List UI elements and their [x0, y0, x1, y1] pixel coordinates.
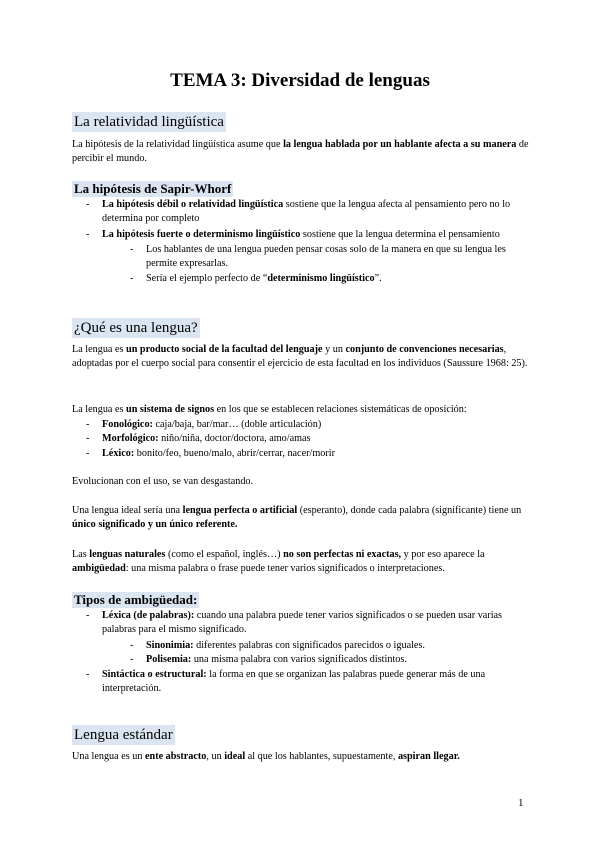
subheading-sapir-whorf: La hipótesis de Sapir-Whorf — [74, 181, 232, 196]
page-number: 1 — [518, 797, 524, 809]
list-item-hipotesis-fuerte — [86, 228, 534, 242]
text-run: sostiene que la lengua determina el pensamiento — [300, 229, 500, 240]
sublist-item-hablantes — [130, 243, 536, 271]
bold-run: Fonológico: — [102, 419, 153, 430]
paragraph-lengua-estandar — [72, 750, 532, 764]
paragraph-evolucion: Evolucionan con el uso, se van desgastando. — [72, 476, 254, 487]
bold-run: la lengua hablada por un hablante afecta a su manera — [283, 139, 517, 150]
text-run: : una misma palabra o frase puede tener varios significados o interpretaciones. — [125, 563, 445, 574]
paragraph-sistema-signos — [72, 403, 532, 417]
bold-run: ente abstracto — [145, 751, 207, 762]
subheading-tipos-ambiguedad: Tipos de ambigüedad: — [74, 592, 198, 607]
list-dash: - — [86, 610, 90, 621]
list-item-ambiguedad-sintactica — [86, 668, 534, 696]
section-heading-que-es-lengua: ¿Qué es una lengua? — [74, 320, 198, 336]
text-run: Una lengua es un — [72, 751, 145, 762]
text-run: La hipótesis de la relatividad lingüística asume que — [72, 139, 284, 150]
document-title: TEMA 3: Diversidad de lenguas — [170, 70, 430, 91]
bold-run: lengua perfecta o artificial — [182, 505, 298, 516]
paragraph-lengua-ideal — [72, 504, 532, 532]
text-run: la forma en que se organizan las palabras puede generar más de una interpretación. — [102, 669, 486, 694]
paragraph-definicion-saussure — [72, 343, 532, 371]
list-dash: - — [130, 244, 134, 255]
list-item-morfologico — [86, 432, 534, 446]
list-dash: - — [130, 273, 134, 284]
list-dash: - — [86, 448, 90, 459]
bold-run: Léxico: — [102, 448, 135, 459]
text-run: de percibir el mundo. — [72, 139, 529, 164]
text-run: , adoptadas por el cuerpo social para consentir el ejercicio de esta facultad en los individuos (Saussure 1968: 25). — [72, 344, 528, 369]
text-run: una misma palabra con varios significados distintos. — [191, 654, 407, 665]
bold-run: Sinonimia: — [146, 640, 194, 651]
list-dash: - — [86, 199, 90, 210]
bold-run: un sistema de signos — [126, 404, 215, 415]
bold-run: no son perfectas ni exactas, — [283, 549, 402, 560]
paragraph-relatividad — [72, 138, 532, 166]
text-run: en los que se establecen relaciones sistemáticas de oposición: — [214, 404, 467, 415]
text-run: y un — [322, 344, 346, 355]
text-run: La lengua es — [72, 404, 127, 415]
list-dash: - — [86, 229, 90, 240]
bold-run: Polisemia: — [146, 654, 192, 665]
list-dash: - — [130, 640, 134, 651]
text-run: caja/baja, bar/mar… (doble articulación) — [152, 419, 322, 430]
list-dash: - — [130, 654, 134, 665]
list-dash: - — [86, 419, 90, 430]
sublist-item-polisemia — [130, 653, 536, 667]
sublist-item-sinonimia — [130, 639, 536, 653]
bold-run: conjunto de convenciones necesarias — [345, 344, 504, 355]
text-run: , un — [206, 751, 225, 762]
text-run: cuando una palabra puede tener varios significados o se pueden usar varias palabras para el mismo significado. — [102, 610, 503, 635]
text-run: ”. — [374, 273, 382, 284]
text-run: (como el español, inglés…) — [165, 549, 284, 560]
bold-run: La hipótesis fuerte o determinismo lingüístico — [102, 229, 301, 240]
bold-run: único significado y un único referente. — [72, 519, 238, 530]
list-item-ambiguedad-lexica — [86, 609, 534, 637]
bold-run: determinismo lingüístico — [267, 273, 375, 284]
list-dash: - — [86, 433, 90, 444]
text-run: diferentes palabras con significados parecidos o iguales. — [193, 640, 425, 651]
bold-run: un producto social de la facultad del lenguaje — [126, 344, 323, 355]
section-heading-lengua-estandar: Lengua estándar — [74, 727, 173, 743]
text-run: al que los hablantes, supuestamente, — [245, 751, 398, 762]
bold-run: Sintáctica o estructural: — [102, 669, 207, 680]
paragraph-lenguas-naturales — [72, 548, 532, 576]
text-run: Una lengua ideal sería una — [72, 505, 183, 516]
list-item-fonologico — [86, 418, 534, 432]
text-run: (esperanto), donde cada palabra (significante) tiene un — [297, 505, 522, 516]
bold-run: Léxica (de palabras): — [102, 610, 195, 621]
text-run: y por eso aparece la — [401, 549, 485, 560]
bold-run: La hipótesis débil o relatividad lingüística — [102, 199, 284, 210]
bold-run: lenguas naturales — [89, 549, 166, 560]
text-run: bonito/feo, bueno/malo, abrir/cerrar, nacer/morir — [134, 448, 335, 459]
section-heading-relatividad: La relatividad lingüística — [74, 114, 224, 130]
list-dash: - — [86, 669, 90, 680]
bold-run: ideal — [224, 751, 246, 762]
text-run: Las — [72, 549, 90, 560]
text-run: La lengua es — [72, 344, 127, 355]
text-run: Sería el ejemplo perfecto de “ — [146, 273, 268, 284]
sublist-item-ejemplo — [130, 272, 536, 286]
list-item-hipotesis-debil — [86, 198, 534, 226]
list-item-lexico — [86, 447, 534, 461]
bold-run: ambigüedad — [72, 563, 126, 574]
text-run: sostiene que la lengua afecta al pensamiento pero no lo determina por completo — [102, 199, 511, 224]
text-run: niño/niña, doctor/doctora, amo/amas — [158, 433, 311, 444]
bold-run: Morfológico: — [102, 433, 159, 444]
bold-run: aspiran llegar. — [397, 751, 460, 762]
text-run: Los hablantes de una lengua pueden pensar cosas solo de la manera en que su lengua les permite expresarlas. — [146, 244, 506, 269]
